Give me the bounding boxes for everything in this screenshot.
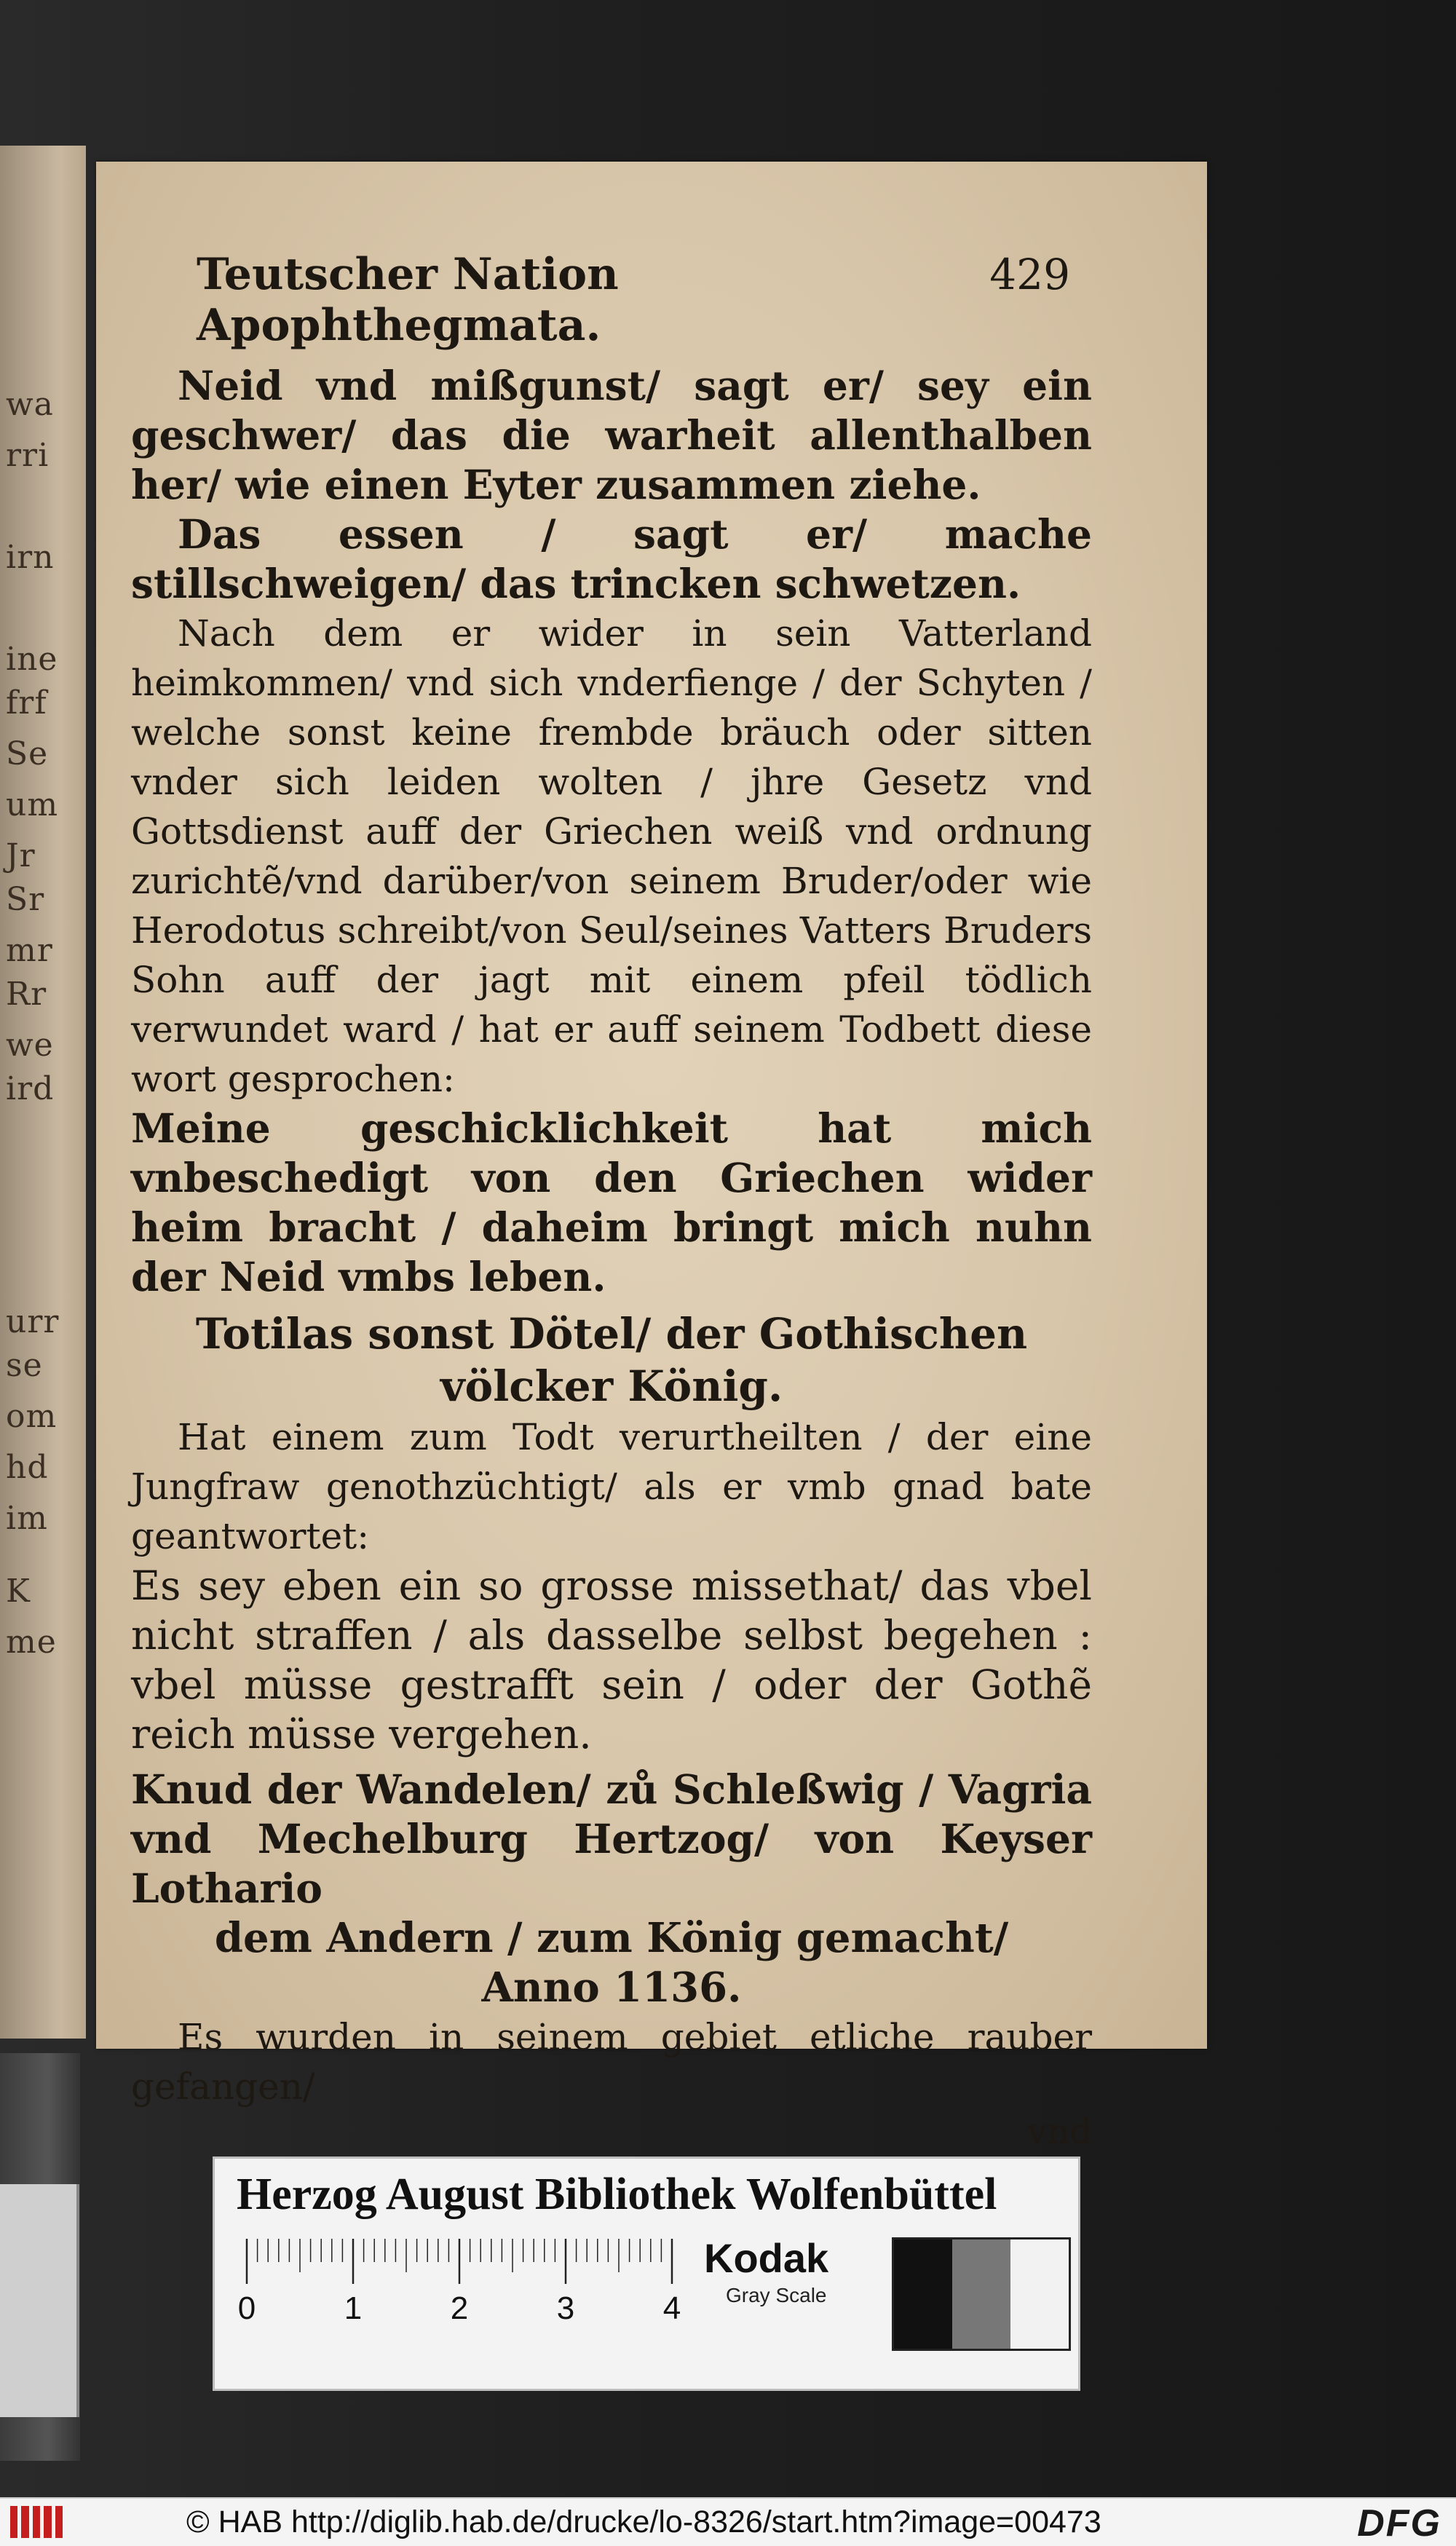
facing-page-fragment: ine	[6, 641, 58, 678]
facing-page-edge	[0, 146, 86, 2039]
facing-page-fragment: K	[6, 1573, 31, 1610]
scanned-page	[96, 162, 1207, 2152]
paragraph-4: Hat einem zum Todt verurtheilten / der eine Jungfraw genothzüchtigt/ als er vmb gnad bate geantwortet:	[131, 1416, 1092, 1557]
facing-page-fragment: me	[6, 1624, 57, 1661]
footer-link[interactable]: © HAB http://diglib.hab.de/drucke/lo-8326/start.htm?image=00473	[186, 2505, 1101, 2539]
gray-scale-label: Gray Scale	[726, 2284, 827, 2306]
swatch-white	[1010, 2239, 1069, 2349]
facing-page-fragment: rri	[6, 437, 50, 474]
facing-page-fragment: um	[6, 786, 59, 823]
facing-page-fragment: Se	[6, 735, 49, 772]
ruler-number: 2	[450, 2290, 469, 2326]
page-text-block	[131, 249, 1092, 2152]
facing-page-fragment: Rr	[6, 976, 47, 1013]
facing-page-fragment: hd	[6, 1449, 49, 1486]
footer-bar	[0, 2497, 1456, 2546]
kodak-logo: Kodak	[704, 2235, 829, 2281]
facing-page-fragment: im	[6, 1500, 48, 1537]
ruler-number: 3	[556, 2290, 575, 2326]
paragraph-5: Es wurden in seinem gebiet etliche rauber gefangen/	[131, 2016, 1092, 2108]
running-head	[197, 249, 1092, 351]
paragraph-2: Das essen / sagt er/ mache stillschweigen/ das trincken schwetzen.	[131, 510, 1092, 607]
facing-page-fragment: om	[6, 1398, 58, 1435]
gray-swatches	[892, 2237, 1071, 2351]
catchword: vnd	[1027, 2111, 1092, 2152]
calibration-card	[213, 2156, 1080, 2391]
ruler-number: 4	[662, 2290, 681, 2326]
heading-knud-line-1: Knud der Wandelen/ zů Schleßwig / Vagria vnd Mechelburg Hertzog/ von Keyser Lothario	[131, 1766, 1092, 1912]
dfg-logo: DFG	[1357, 2502, 1441, 2545]
ruler-scale	[237, 2239, 681, 2326]
ruler-number: 0	[237, 2290, 256, 2326]
quote-2: Es sey eben ein so grosse missethat/ das vbel nicht straffen / als dasselbe selbst begehen : vbel müsse gestrafft sein / oder der Gothẽ reich müsse vergehen.	[131, 1562, 1092, 1758]
facing-page-fragment: urr	[6, 1303, 60, 1340]
page-number: 429	[989, 250, 1070, 299]
running-title: Teutscher Nation Apophthegmata.	[197, 249, 619, 351]
ruler-number: 1	[344, 2290, 363, 2326]
facing-page-fragment: ird	[6, 1070, 55, 1107]
facing-page-fragment: mr	[6, 932, 53, 969]
quote-1: Meine geschicklichkeit hat mich vnbeschedigt von den Griechen wider heim bracht / daheim bringt mich nuhn der Neid vmbs leben.	[131, 1104, 1092, 1300]
swatch-gray	[952, 2239, 1010, 2349]
institution-name: Herzog August Bibliothek Wolfenbüttel	[237, 2170, 997, 2219]
heading-totilas: Totilas sonst Dötel/ der Gothischen völcker König.	[195, 1309, 1028, 1411]
facing-page-fragment: frf	[6, 684, 47, 722]
heading-knud-line-2: dem Andern / zum König gemacht/	[214, 1914, 1009, 1962]
facing-page-fragment: irn	[6, 539, 55, 576]
facing-page-fragment: wa	[6, 386, 54, 423]
facing-page-fragment: Jr	[6, 837, 36, 874]
hab-logo-icon	[10, 2506, 63, 2538]
facing-page-fragment: se	[6, 1347, 43, 1384]
paragraph-1: Neid vnd mißgunst/ sagt er/ sey ein geschwer/ das die warheit allenthalben her/ wie einen Eyter zusammen ziehe.	[131, 362, 1092, 508]
heading-knud-year: Anno 1136.	[481, 1964, 742, 2012]
facing-page-fragment: we	[6, 1027, 54, 1064]
paragraph-3: Nach dem er wider in sein Vatterland heimkommen/ vnd sich vnderfienge / der Schyten / welche sonst keine frembde bräuch oder sitten vnder sich leiden wolten / jhre Gesetz vnd Gottsdienst auff der Griechen weiß vnd ordnung zurichtẽ/vnd darüber/von seinem Bruder/oder wie Herodotus schreibt/von Seul/seines Vatters Bruders Sohn auff der jagt mit einem pfeil tödlich verwundet ward / hat er auff seinem Todbett diese wort gesprochen:	[131, 612, 1092, 1100]
facing-page-fragment: Sr	[6, 881, 45, 918]
swatch-black	[894, 2239, 952, 2349]
facing-card-edge	[0, 2184, 79, 2417]
